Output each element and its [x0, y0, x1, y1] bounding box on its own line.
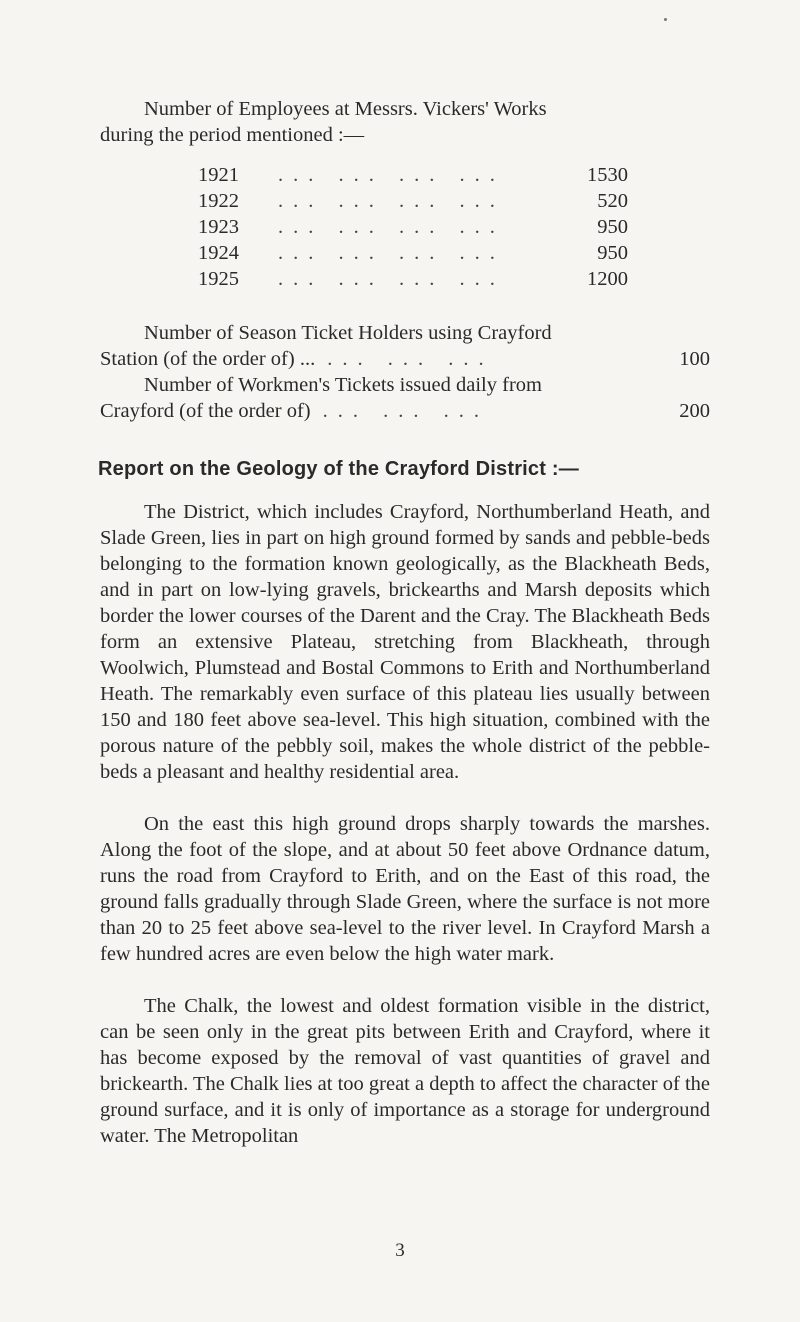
year-cell: 1924 [198, 242, 239, 264]
workmen-ticket-label: Number of Workmen's Tickets issued daily from [144, 374, 542, 396]
employees-intro-line2: during the period mentioned :— [100, 124, 365, 146]
season-ticket-label: Number of Season Ticket Holders using Crayford [144, 322, 552, 344]
ticket-statistics [100, 320, 710, 424]
season-ticket-line2 [100, 346, 710, 372]
employees-table [198, 162, 628, 292]
leader-dots: ... ... ... [322, 400, 489, 422]
year-cell: 1925 [198, 268, 239, 290]
season-ticket-label-cont: Station (of the order of) ... [100, 348, 316, 370]
leader-dots: ... ... ... ... [278, 242, 505, 264]
employee-count: 950 [597, 242, 628, 264]
season-ticket-line1 [100, 320, 710, 346]
table-row [198, 188, 628, 214]
table-row [198, 240, 628, 266]
table-row [198, 162, 628, 188]
leader-dots: ... ... ... ... [278, 190, 505, 212]
leader-dots: ... ... ... ... [278, 268, 505, 290]
body-paragraph: The District, which includes Crayford, Northumberland Heath, and Slade Green, lies in part on high ground formed by sands and pebble-beds belonging to the formation known geologically, as the Blackheath Beds, and in part on low-lying gravels, brickearths and Marsh deposits which border the lower courses of the Darent and the Cray. The Blackheath Beds form an extensive Plateau, stretching from Blackheath, through Woolwich, Plumstead and Bostal Commons to Erith and Northumberland Heath. The remarkably even surface of this plateau lies usually between 150 and 180 feet above sea-level. This high situation, combined with the porous nature of the pebbly soil, makes the whole district of the pebble-beds a pleasant and healthy residential area. [100, 501, 710, 783]
employee-count: 1530 [587, 164, 628, 186]
employee-count: 1200 [587, 268, 628, 290]
leader-dots: ... ... ... ... [278, 164, 505, 186]
leader-dots: ... ... ... ... [278, 216, 505, 238]
workmen-ticket-value: 200 [679, 400, 710, 422]
workmen-ticket-line2 [100, 398, 710, 424]
table-row [198, 266, 628, 292]
employee-count: 950 [597, 216, 628, 238]
body-paragraph: The Chalk, the lowest and oldest formation visible in the district, can be seen only in the great pits between Erith and Crayford, where it has become exposed by the removal of vast quantities of gravel and brickearth. The Chalk lies at too great a depth to affect the character of the ground surface, and it is only of importance as a storage for underground water. The Metropolitan [100, 995, 710, 1147]
year-cell: 1922 [198, 190, 239, 212]
season-ticket-value: 100 [679, 348, 710, 370]
workmen-ticket-line1 [100, 372, 710, 398]
year-cell: 1921 [198, 164, 239, 186]
employees-intro-line1: Number of Employees at Messrs. Vickers' Works [144, 98, 547, 120]
year-cell: 1923 [198, 216, 239, 238]
employee-count: 520 [597, 190, 628, 212]
table-row [198, 214, 628, 240]
page-number: 3 [395, 1240, 405, 1261]
document-page [100, 96, 710, 1175]
scan-speck [664, 18, 667, 21]
leader-dots: ... ... ... [327, 348, 494, 370]
section-heading: Report on the Geology of the Crayford District :— [98, 458, 579, 480]
workmen-ticket-label-cont: Crayford (of the order of) [100, 400, 311, 422]
body-paragraph: On the east this high ground drops sharply towards the marshes. Along the foot of the slope, and at about 50 feet above Ordnance datum, runs the road from Crayford to Erith, and on the East of this road, the ground falls gradually through Slade Green, where the surface is not more than 20 to 25 feet above sea-level to the river level. In Crayford Marsh a few hundred acres are even below the high water mark. [100, 813, 710, 965]
